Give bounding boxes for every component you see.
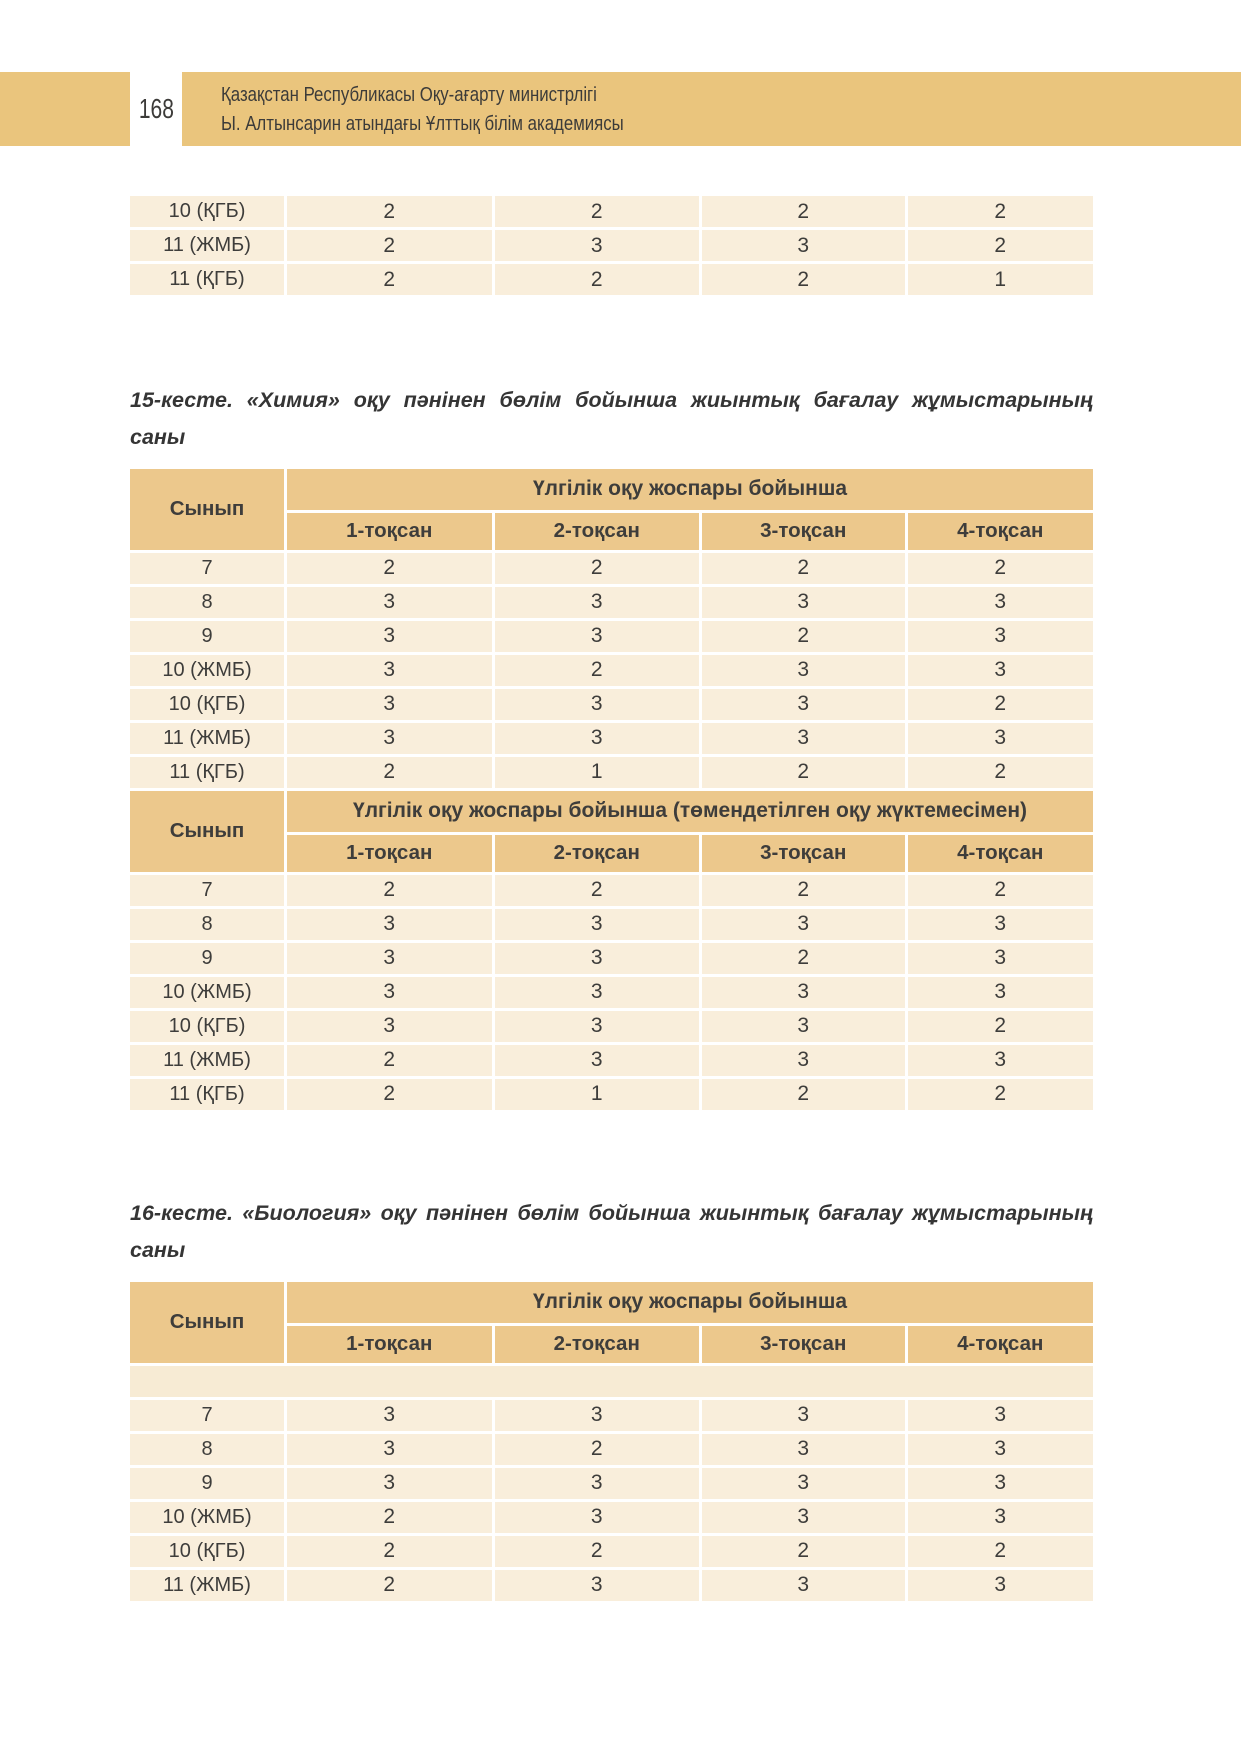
table-row <box>130 723 1093 754</box>
quarter-value: 3 <box>287 1400 491 1431</box>
quarter-value: 2 <box>495 1434 699 1465</box>
quarter-value: 3 <box>908 1434 1093 1465</box>
quarter-value: 2 <box>287 757 491 788</box>
quarter-value: 3 <box>287 689 491 720</box>
quarter-value: 2 <box>287 1045 491 1076</box>
quarter-value: 3 <box>908 1045 1093 1076</box>
quarter-value: 2 <box>702 757 905 788</box>
class-label: 11 (ЖМБ) <box>130 230 284 261</box>
quarter-value: 3 <box>495 1011 699 1042</box>
quarter-value: 3 <box>495 1400 699 1431</box>
table-row <box>130 1079 1093 1110</box>
class-label: 10 (ЖМБ) <box>130 1502 284 1533</box>
section-header-row <box>130 791 1093 832</box>
quarter-value: 3 <box>702 1570 905 1601</box>
empty-row <box>130 1366 1093 1397</box>
quarter-value: 3 <box>287 977 491 1008</box>
table-row <box>130 1468 1093 1499</box>
quarter-value: 3 <box>908 621 1093 652</box>
table-row <box>130 230 1093 261</box>
table-row <box>130 943 1093 974</box>
quarter-value: 2 <box>702 1079 905 1110</box>
ministry-header-line2: Ы. Алтынсарин атындағы Ұлттық білім академиясы <box>221 112 624 135</box>
quarter-value: 3 <box>702 689 905 720</box>
table-row <box>130 1045 1093 1076</box>
class-label: 11 (ЖМБ) <box>130 1570 284 1601</box>
quarter-value: 2 <box>908 757 1093 788</box>
section-header-row <box>130 1282 1093 1323</box>
quarter-value: 3 <box>495 1502 699 1533</box>
table-row <box>130 1536 1093 1567</box>
quarter-header: 2-тоқсан <box>495 513 699 550</box>
quarter-value: 2 <box>908 230 1093 261</box>
table16-caption-line2: саны <box>130 1237 186 1262</box>
quarter-value: 3 <box>702 1468 905 1499</box>
class-column-header: Сынып <box>130 469 284 550</box>
quarter-value: 3 <box>287 1434 491 1465</box>
quarter-value: 3 <box>287 943 491 974</box>
quarter-value: 3 <box>495 230 699 261</box>
quarter-header: 1-тоқсан <box>287 835 491 872</box>
quarter-value: 2 <box>908 875 1093 906</box>
quarter-value: 2 <box>908 553 1093 584</box>
class-label: 10 (ҚГБ) <box>130 1011 284 1042</box>
quarter-value: 3 <box>908 1502 1093 1533</box>
quarter-value: 2 <box>702 943 905 974</box>
quarter-value: 3 <box>908 1400 1093 1431</box>
quarter-header: 4-тоқсан <box>908 513 1093 550</box>
page-number: 168 <box>138 93 174 124</box>
quarter-value: 3 <box>287 723 491 754</box>
quarter-value: 2 <box>908 689 1093 720</box>
quarter-value: 2 <box>287 264 491 295</box>
quarter-value: 3 <box>495 909 699 940</box>
quarter-value: 3 <box>702 977 905 1008</box>
table16-caption-line1: 16-кесте. «Биология» оқу пәнінен бөлім бойынша жиынтық бағалау жұмыстарының <box>130 1200 1093 1225</box>
quarter-value: 3 <box>908 587 1093 618</box>
quarter-value: 3 <box>908 655 1093 686</box>
quarter-value: 3 <box>287 909 491 940</box>
quarter-value: 3 <box>702 1502 905 1533</box>
quarter-value: 3 <box>908 1570 1093 1601</box>
class-label: 10 (ҚГБ) <box>130 196 284 227</box>
table15-caption-line2: саны <box>130 424 186 449</box>
ministry-header-line1: Қазақстан Республикасы Оқу-ағарту министрлігі <box>221 82 597 106</box>
quarter-value: 3 <box>287 1011 491 1042</box>
quarter-value: 2 <box>908 196 1093 227</box>
table-row <box>130 1502 1093 1533</box>
quarter-value: 3 <box>908 943 1093 974</box>
quarter-value: 3 <box>495 1570 699 1601</box>
quarter-value: 3 <box>495 943 699 974</box>
quarter-value: 3 <box>287 621 491 652</box>
class-label: 9 <box>130 1468 284 1499</box>
page-content <box>130 0 1093 1604</box>
quarter-header: 3-тоқсан <box>702 835 905 872</box>
table15-caption <box>130 382 1093 456</box>
quarter-value: 2 <box>287 553 491 584</box>
quarter-header: 4-тоқсан <box>908 835 1093 872</box>
biology-table <box>127 1279 1096 1604</box>
class-label: 11 (ҚГБ) <box>130 757 284 788</box>
previous-table-continuation <box>127 193 1096 298</box>
quarter-value: 3 <box>702 1045 905 1076</box>
class-label: 8 <box>130 587 284 618</box>
table-row <box>130 1434 1093 1465</box>
quarter-value: 1 <box>495 757 699 788</box>
empty-cell <box>130 1366 1093 1397</box>
quarter-value: 3 <box>495 621 699 652</box>
quarter-value: 2 <box>287 1570 491 1601</box>
table15-caption-line1: 15-кесте. «Химия» оқу пәнінен бөлім бойынша жиынтық бағалау жұмыстарының <box>130 388 1093 412</box>
class-label: 7 <box>130 553 284 584</box>
class-label: 8 <box>130 1434 284 1465</box>
quarter-value: 3 <box>495 1468 699 1499</box>
quarter-value: 3 <box>702 587 905 618</box>
quarter-value: 2 <box>495 264 699 295</box>
table-row <box>130 553 1093 584</box>
table-row <box>130 621 1093 652</box>
class-label: 7 <box>130 1400 284 1431</box>
class-label: 9 <box>130 943 284 974</box>
table-row <box>130 655 1093 686</box>
quarter-header: 3-тоқсан <box>702 1326 905 1363</box>
quarter-value: 2 <box>908 1079 1093 1110</box>
quarter-value: 2 <box>908 1011 1093 1042</box>
quarter-value: 3 <box>702 655 905 686</box>
table-row <box>130 1011 1093 1042</box>
quarter-value: 2 <box>908 1536 1093 1567</box>
quarter-header: 4-тоқсан <box>908 1326 1093 1363</box>
quarter-value: 3 <box>908 977 1093 1008</box>
quarter-header: 1-тоқсан <box>287 1326 491 1363</box>
quarter-value: 3 <box>287 1468 491 1499</box>
class-label: 10 (ҚГБ) <box>130 689 284 720</box>
quarter-value: 2 <box>287 875 491 906</box>
quarter-value: 3 <box>702 230 905 261</box>
table16-caption <box>130 1195 1093 1269</box>
quarter-value: 3 <box>495 977 699 1008</box>
class-column-header: Сынып <box>130 1282 284 1363</box>
quarter-value: 2 <box>287 1536 491 1567</box>
class-column-header: Сынып <box>130 791 284 872</box>
class-label: 10 (ЖМБ) <box>130 655 284 686</box>
class-label: 11 (ЖМБ) <box>130 1045 284 1076</box>
quarter-value: 2 <box>495 553 699 584</box>
quarter-value: 2 <box>702 875 905 906</box>
quarter-value: 2 <box>287 1502 491 1533</box>
class-label: 9 <box>130 621 284 652</box>
class-label: 10 (ЖМБ) <box>130 977 284 1008</box>
class-label: 8 <box>130 909 284 940</box>
quarter-value: 3 <box>287 587 491 618</box>
section-title: Үлгілік оқу жоспары бойынша <box>287 1282 1093 1323</box>
quarter-value: 1 <box>495 1079 699 1110</box>
quarter-value: 3 <box>702 909 905 940</box>
quarter-header: 2-тоқсан <box>495 1326 699 1363</box>
section-header-row <box>130 469 1093 510</box>
table-row <box>130 875 1093 906</box>
quarter-value: 2 <box>702 264 905 295</box>
quarter-value: 3 <box>908 909 1093 940</box>
table-row <box>130 1570 1093 1601</box>
table-row <box>130 587 1093 618</box>
quarter-value: 2 <box>495 875 699 906</box>
quarter-value: 2 <box>702 621 905 652</box>
section-title: Үлгілік оқу жоспары бойынша (төмендетілген оқу жүктемесімен) <box>287 791 1093 832</box>
quarter-value: 2 <box>495 196 699 227</box>
table-row <box>130 1400 1093 1431</box>
quarter-value: 2 <box>495 1536 699 1567</box>
class-label: 7 <box>130 875 284 906</box>
quarter-value: 1 <box>908 264 1093 295</box>
table-row <box>130 264 1093 295</box>
quarter-value: 2 <box>287 196 491 227</box>
quarter-value: 2 <box>702 553 905 584</box>
class-label: 10 (ҚГБ) <box>130 1536 284 1567</box>
quarter-value: 3 <box>702 1011 905 1042</box>
quarter-value: 2 <box>287 1079 491 1110</box>
table-row <box>130 196 1093 227</box>
class-label: 11 (ЖМБ) <box>130 723 284 754</box>
quarter-value: 2 <box>287 230 491 261</box>
quarter-value: 3 <box>495 587 699 618</box>
class-label: 11 (ҚГБ) <box>130 264 284 295</box>
quarter-value: 3 <box>702 1400 905 1431</box>
quarter-header: 3-тоқсан <box>702 513 905 550</box>
quarter-value: 3 <box>702 1434 905 1465</box>
quarter-value: 3 <box>908 723 1093 754</box>
quarter-value: 3 <box>702 723 905 754</box>
quarter-value: 2 <box>702 196 905 227</box>
quarter-header: 1-тоқсан <box>287 513 491 550</box>
section-title: Үлгілік оқу жоспары бойынша <box>287 469 1093 510</box>
table-row <box>130 757 1093 788</box>
chemistry-table <box>127 466 1096 1113</box>
table-row <box>130 977 1093 1008</box>
quarter-value: 3 <box>495 723 699 754</box>
quarter-value: 3 <box>908 1468 1093 1499</box>
quarter-value: 2 <box>702 1536 905 1567</box>
quarter-value: 3 <box>495 1045 699 1076</box>
table-row <box>130 689 1093 720</box>
class-label: 11 (ҚГБ) <box>130 1079 284 1110</box>
quarter-value: 3 <box>287 655 491 686</box>
quarter-header: 2-тоқсан <box>495 835 699 872</box>
table-row <box>130 909 1093 940</box>
quarter-value: 2 <box>495 655 699 686</box>
quarter-value: 3 <box>495 689 699 720</box>
